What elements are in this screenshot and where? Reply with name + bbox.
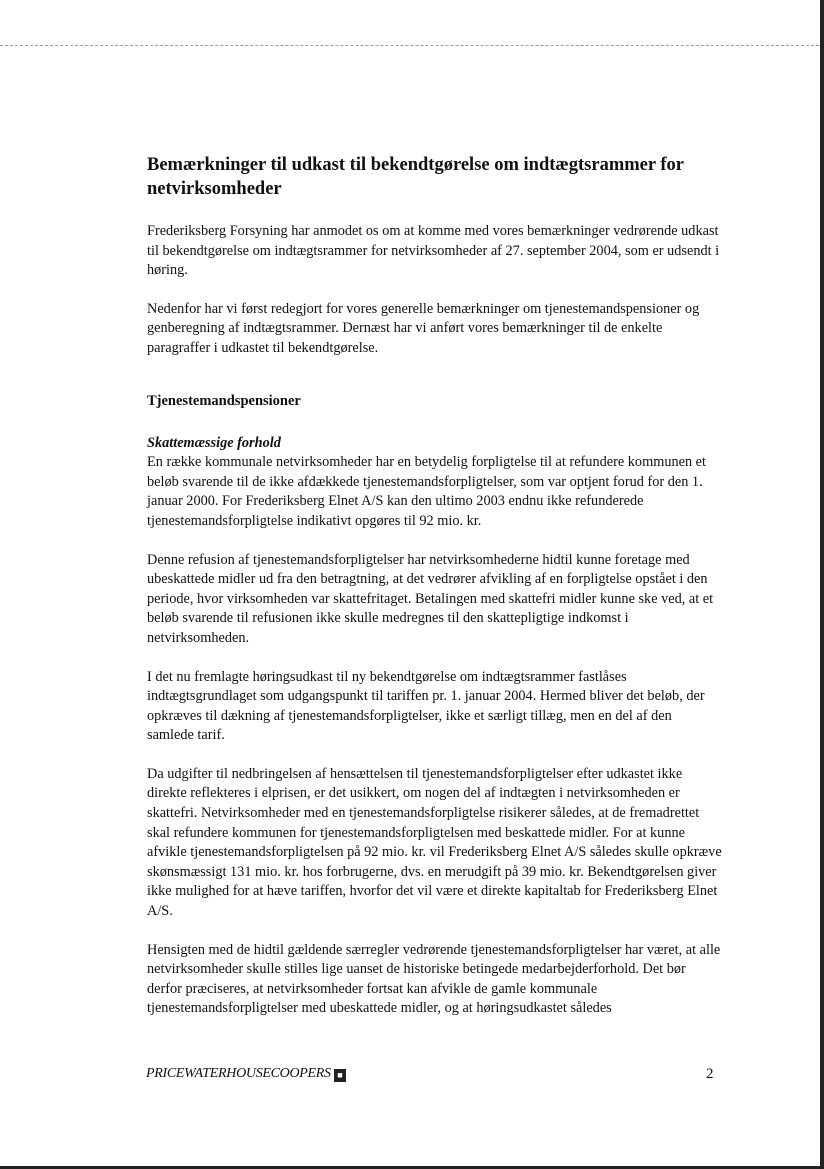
logo-text: PRICEWATERHOUSECOOPERS <box>146 1066 331 1081</box>
intro-paragraph: Nedenfor har vi først redegjort for vores generelle bemærkninger om tjenestemandspensioner og genberegning af indtægtsrammer. Dernæst har vi anført vores bemærkninger til de enkelte paragraffer i udkastet til bekendtgørelse. <box>147 300 700 356</box>
body-paragraph: Denne refusion af tjenestemandsforpligtelser har netvirksomhederne hidtil kunne foretage med ubeskattede midler ud fra den betragtning, at det vedrører afvikling af en forpligtelse opstået i den periode, hvor virksomheden var skattefritaget. Betalingen med skattefri midler kunne ske ved, at et beløb svarende til refusionen ikke skulle medregnes til den skattepligtige indkomst i netvirksomheden. <box>147 551 714 646</box>
scan-artifact-line <box>0 45 824 46</box>
body-paragraph: Hensigten med de hidtil gældende særregler vedrørende tjenestemandsforpligtelser har været, at alle netvirksomheder skulle stilles lige uanset de historiske betingede medarbejderforhold. Det bør derfor præciseres, at netvirksomheder fortsat kan afvikle de gamle kommunale tjenestemandsforpligtelser med ubeskattede midler, og at høringsudkastet således <box>147 941 721 1017</box>
document-body <box>147 153 722 1038</box>
body-paragraph: En række kommunale netvirksomheder har en betydelig forpligtelse til at refundere kommunen et beløb svarende til de ikke afdækkede tjenestemandsforpligtelser, som var optjent forud for den 1. januar 2000. For Frederiksberg Elnet A/S kan den ultimo 2003 endnu ikke refunderede tjenestemandsforpligtelse indikativt opgøres til 92 mio. kr. <box>147 454 706 529</box>
company-logo <box>146 1066 346 1082</box>
subheading: Skattemæssige forhold <box>147 434 281 451</box>
logo-mark-icon: ■ <box>334 1069 346 1082</box>
body-paragraph: I det nu fremlagte høringsudkast til ny bekendtgørelse om indtægtsrammer fastlåses indtægtsgrundlaget som udgangspunkt til tariffen pr. 1. januar 2004. Hermed bliver det beløb, der opkræves til dækning af tjenestemandsforpligtelser, ikke et særligt tillæg, men en del af den samlede tarif. <box>147 668 705 744</box>
body-paragraph: Da udgifter til nedbringelsen af hensættelsen til tjenestemandsforpligtelser efter udkastet ikke direkte reflekteres i elprisen, er det usikkert, om nogen del af indtægten i netvirksomheden er skattefri. Netvirksomheder med en tjenestemandsforpligtelse risikerer således, at de fremadrettet skal refundere kommunen for tjenestemandsforpligtelsen med beskattede midler. For at kunne afvikle tjenestemandsforpligtelsen på 92 mio. kr. vil Frederiksberg Elnet A/S således skulle opkræve skønsmæssigt 131 mio. kr. hos forbrugerne, dvs. en merudgift på 39 mio. kr. Bekendtgørelsen giver ikke mulighed for at hæve tariffen, hvorfor det vil være et direkte kapitaltab for Frederiksberg Elnet A/S. <box>147 765 722 920</box>
document-title: Bemærkninger til udkast til bekendtgørelse om indtægtsrammer for netvirksomheder <box>147 155 684 199</box>
page-number: 2 <box>706 1066 714 1082</box>
section-heading: Tjenestemandspensioner <box>147 392 301 409</box>
intro-paragraph: Frederiksberg Forsyning har anmodet os om at komme med vores bemærkninger vedrørende udkast til bekendtgørelse om indtægtsrammer for netvirksomheder af 27. september 2004, som er udsendt i høring. <box>147 223 720 279</box>
scan-edge-right <box>820 0 824 1169</box>
